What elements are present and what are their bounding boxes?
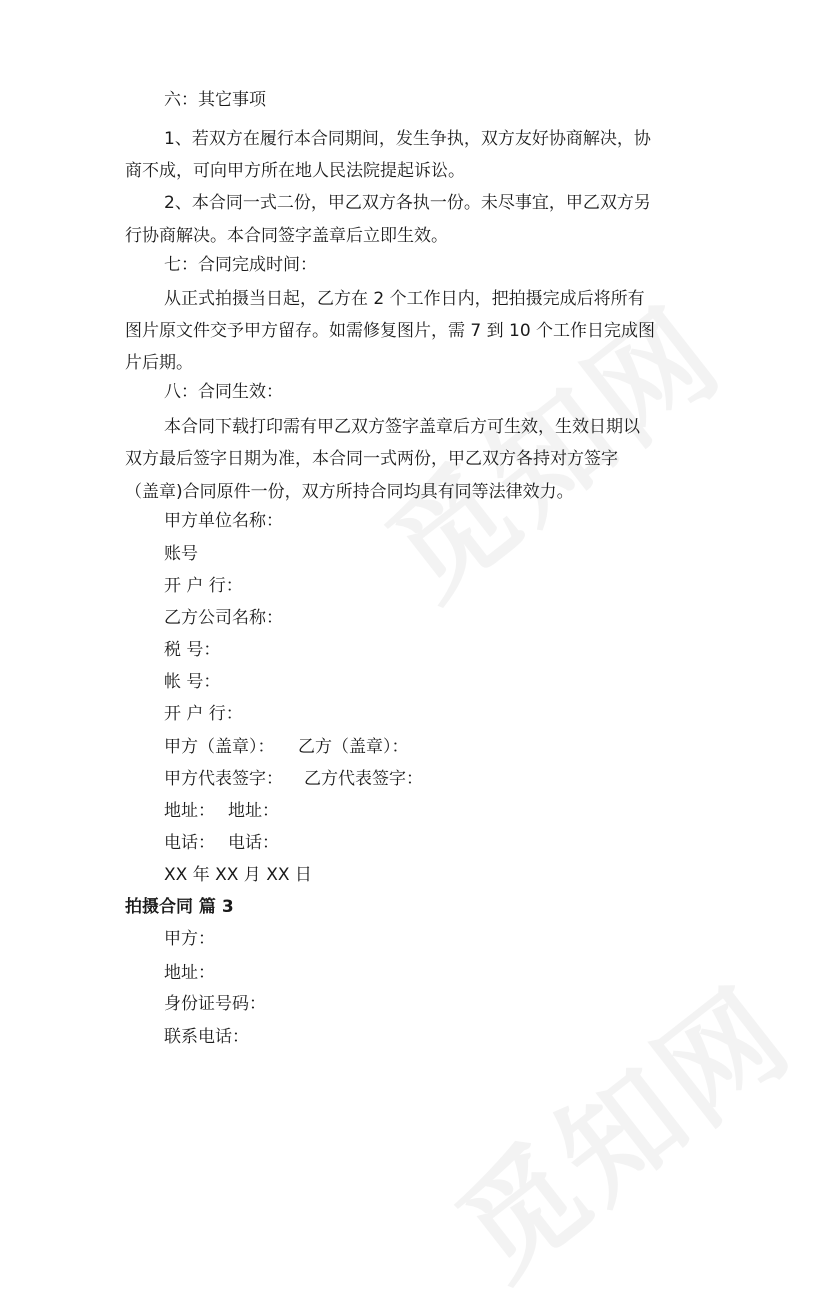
paragraph-line — [164, 128, 700, 150]
section-heading-6: 六：其它事项 — [164, 90, 266, 110]
field-rep-b: 乙方代表签字： — [304, 769, 423, 789]
field-seal-b: 乙方（盖章）： — [298, 737, 409, 757]
paragraph-line: 图片原文件交予甲方留存。如需修复图片，需 7 到 10 个工作日完成图 — [125, 321, 656, 341]
field-tax-no: 税 号： — [164, 640, 221, 660]
paragraph-line: 行协商解决。本合同签字盖章后立即生效。 — [125, 226, 448, 246]
field-party-a: 甲方： — [164, 929, 215, 949]
field-party-b-company: 乙方公司名称： — [164, 608, 283, 628]
field-date: XX 年 XX 月 XX 日 — [164, 865, 312, 885]
field-address-a: 地址： — [164, 801, 215, 821]
field-id-number: 身份证号码： — [164, 994, 266, 1014]
paragraph-line: 商不成，可向甲方所在地人民法院提起诉讼。 — [125, 161, 465, 181]
section-heading-7: 七：合同完成时间： — [164, 255, 317, 275]
field-seal-a: 甲方（盖章）： — [164, 737, 275, 757]
field-account: 账号 — [164, 544, 198, 564]
field-address-b: 地址： — [228, 801, 279, 821]
section-heading-8: 八：合同生效： — [164, 382, 283, 402]
field-bank-b: 开 户 行： — [164, 704, 243, 724]
watermark — [347, 262, 751, 630]
field-account-no: 帐 号： — [164, 672, 221, 692]
field-contact-phone: 联系电话： — [164, 1027, 249, 1047]
paragraph-line: 2、本合同一式二份，甲乙双方各执一份。未尽事宜，甲乙双方另 — [164, 193, 651, 213]
field-rep-a: 甲方代表签字： — [164, 769, 283, 789]
contract-title: 拍摄合同 篇 3 — [125, 897, 234, 917]
paragraph-line: 双方最后签字日期为准，本合同一式两份，甲乙双方各持对方签字 — [125, 449, 618, 469]
paragraph-line: 从正式拍摄当日起，乙方在 2 个工作日内，把拍摄完成后将所有 — [164, 289, 645, 309]
paragraph-line: （盖章)合同原件一份，双方所持合同均具有同等法律效力。 — [125, 482, 574, 502]
watermark — [417, 942, 821, 1310]
field-bank-a: 开 户 行： — [164, 576, 243, 596]
field-phone-b: 电话： — [228, 833, 279, 853]
paragraph-line: 片后期。 — [125, 353, 193, 373]
paragraph-line: 本合同下载打印需有甲乙双方签字盖章后方可生效，生效日期以 — [164, 417, 640, 437]
field-address: 地址： — [164, 963, 215, 983]
paragraph-text: 1、若双方在履行本合同期间，发生争执，双方友好协商解决，协 — [164, 129, 651, 149]
field-party-a-unit: 甲方单位名称： — [164, 511, 283, 531]
field-phone-a: 电话： — [164, 833, 215, 853]
